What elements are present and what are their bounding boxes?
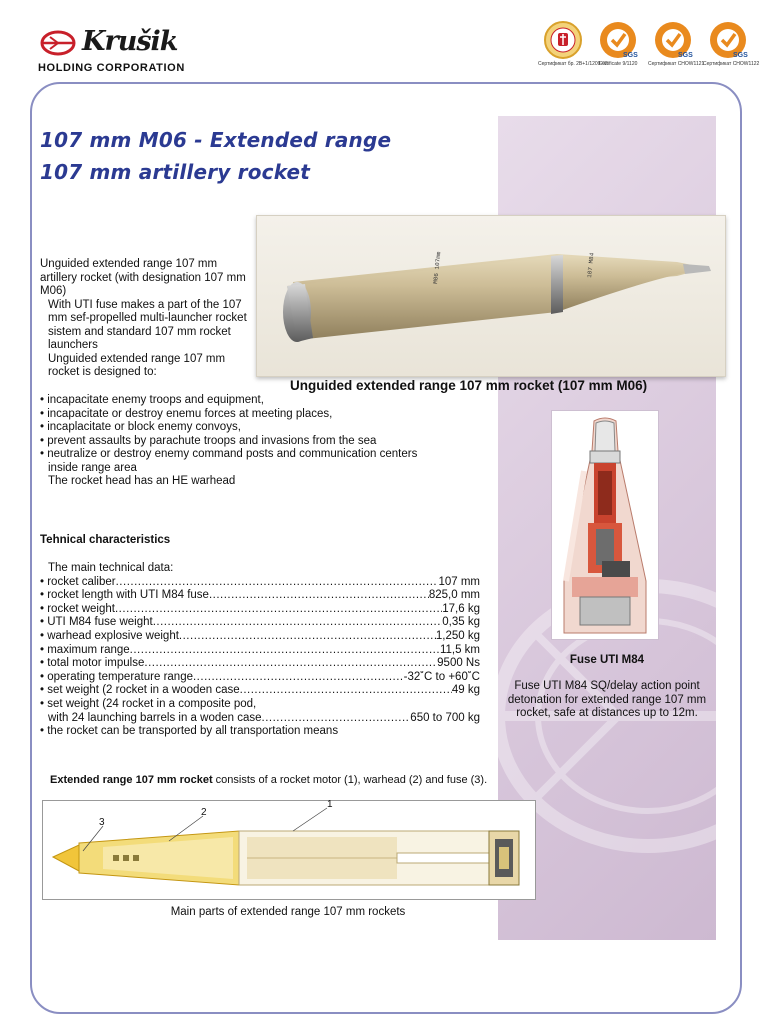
tech-data-list: [40, 562, 480, 739]
tech-row: • UTI M84 fuse weight ..... 0,35 kg: [40, 616, 480, 630]
cutaway-label: 1: [327, 799, 333, 810]
fuse-title: Fuse UTI M84: [569, 654, 645, 666]
rocket-cutaway-icon: [43, 801, 535, 899]
tech-row: • set weight (24 rocket in a composite pod,: [40, 697, 257, 710]
cert-caption: Certificate 9/1120: [598, 61, 638, 67]
tech-row: with 24 launching barrels in a woden case ..... 650 to 700 kg: [40, 712, 480, 726]
composition-bold: Extended range 107 mm rocket: [50, 774, 213, 786]
cert-caption: Сертификат CHOW1122: [703, 61, 760, 67]
sgs-check-icon: [708, 20, 748, 60]
purpose-list: [40, 394, 480, 489]
cert-badge: [593, 20, 643, 82]
tech-row: • maximum range ..... 11,5 km: [40, 644, 480, 658]
intro-text: [40, 258, 255, 380]
list-item: • incaplacitate or block enemy convoys,: [40, 421, 241, 433]
tech-intro: The main technical data:: [48, 562, 174, 574]
tech-heading: Tehnical characteristics: [40, 534, 171, 546]
svg-text:107 M84: 107 M84: [586, 252, 596, 279]
tech-row: • operating temperature range ..... -32˚C to +60˚C: [40, 671, 480, 685]
sgs-check-icon: [598, 20, 638, 60]
list-item: • prevent assaults by parachute troops and invasions from the sea: [40, 434, 377, 447]
company-logo: [38, 26, 198, 76]
krusik-emblem-icon: [38, 30, 78, 56]
composition-text: [50, 774, 487, 786]
cert-badge: [648, 20, 705, 82]
intro-paragraph: Unguided extended range 107 mm rocket is designed to:: [48, 352, 226, 378]
rocket-photo: [256, 215, 726, 377]
cert-caption: Сертификат CHOW1121: [648, 61, 705, 67]
brand-subtitle: HOLDING CORPORATION: [38, 62, 185, 74]
coat-of-arms-seal-icon: [543, 20, 583, 60]
cutaway-label: 3: [99, 817, 105, 828]
cutaway-caption: Main parts of extended range 107 mm rockets: [170, 906, 406, 918]
tech-row: • rocket length with UTI M84 fuse ..... 825,0 mm: [40, 589, 480, 603]
list-item: inside range area: [48, 461, 137, 474]
page-title: 107 mm M06 - Extended range: [40, 128, 392, 152]
tech-row: • total motor impulse ..... 9500 Ns: [40, 657, 480, 671]
list-item: The rocket head has an HE warhead: [48, 475, 236, 487]
brand-name: Krušik: [82, 26, 178, 57]
rocket-cutaway-diagram: [42, 800, 536, 900]
list-item: • neutralize or destroy enemy command posts and communication centers: [40, 448, 418, 460]
fuse-cutaway-icon: [552, 411, 658, 639]
intro-paragraph: Unguided extended range 107 mm artillery rocket (with designation 107 mm M06): [40, 258, 246, 297]
tech-row: • set weight (2 rocket in a wooden case ..... 49 kg: [40, 684, 480, 698]
rocket-illustration-icon: [257, 216, 725, 376]
rocket-photo-caption: Unguided extended range 107 mm rocket (107 mm M06): [290, 378, 648, 393]
fuse-description: Fuse UTI M84 SQ/delay action point detonation for extended range 107 mm rocket, safe at distances up to 12m.: [507, 680, 707, 719]
svg-text:M06 107mm: M06 107mm: [432, 251, 443, 285]
svg-text:SGS: SGS: [623, 52, 638, 59]
composition-rest: consists of a rocket motor (1), warhead (2) and fuse (3).: [212, 774, 488, 786]
tech-row: • rocket caliber ..... 107 mm: [40, 576, 480, 590]
page-subtitle: 107 mm artillery rocket: [40, 160, 311, 184]
certification-badges: [538, 20, 760, 82]
list-item: • incapacitate enemy troops and equipment,: [40, 394, 264, 406]
fuse-cutaway-image: [551, 410, 659, 640]
cert-badge: [538, 20, 608, 82]
sgs-check-icon: [653, 20, 693, 60]
tech-row: • warhead explosive weight ..... 1,250 kg: [40, 630, 480, 644]
cert-caption: Сертификат бр. 2В+1/1209-02: [538, 61, 608, 67]
cutaway-label: 2: [201, 807, 207, 818]
tech-row: • the rocket can be transported by all transportation means: [40, 725, 339, 738]
svg-text:SGS: SGS: [678, 52, 693, 59]
list-item: • incapacitate or destroy enemu forces at meeting places,: [40, 407, 333, 420]
tech-row: • rocket weight ..... 17,6 kg: [40, 603, 480, 617]
cert-badge: [703, 20, 760, 82]
svg-text:SGS: SGS: [733, 52, 748, 59]
intro-paragraph: With UTI fuse makes a part of the 107 mm sef-propelled multi-launcher rocket sistem and standard 107 mm rocket launchers: [48, 298, 247, 351]
